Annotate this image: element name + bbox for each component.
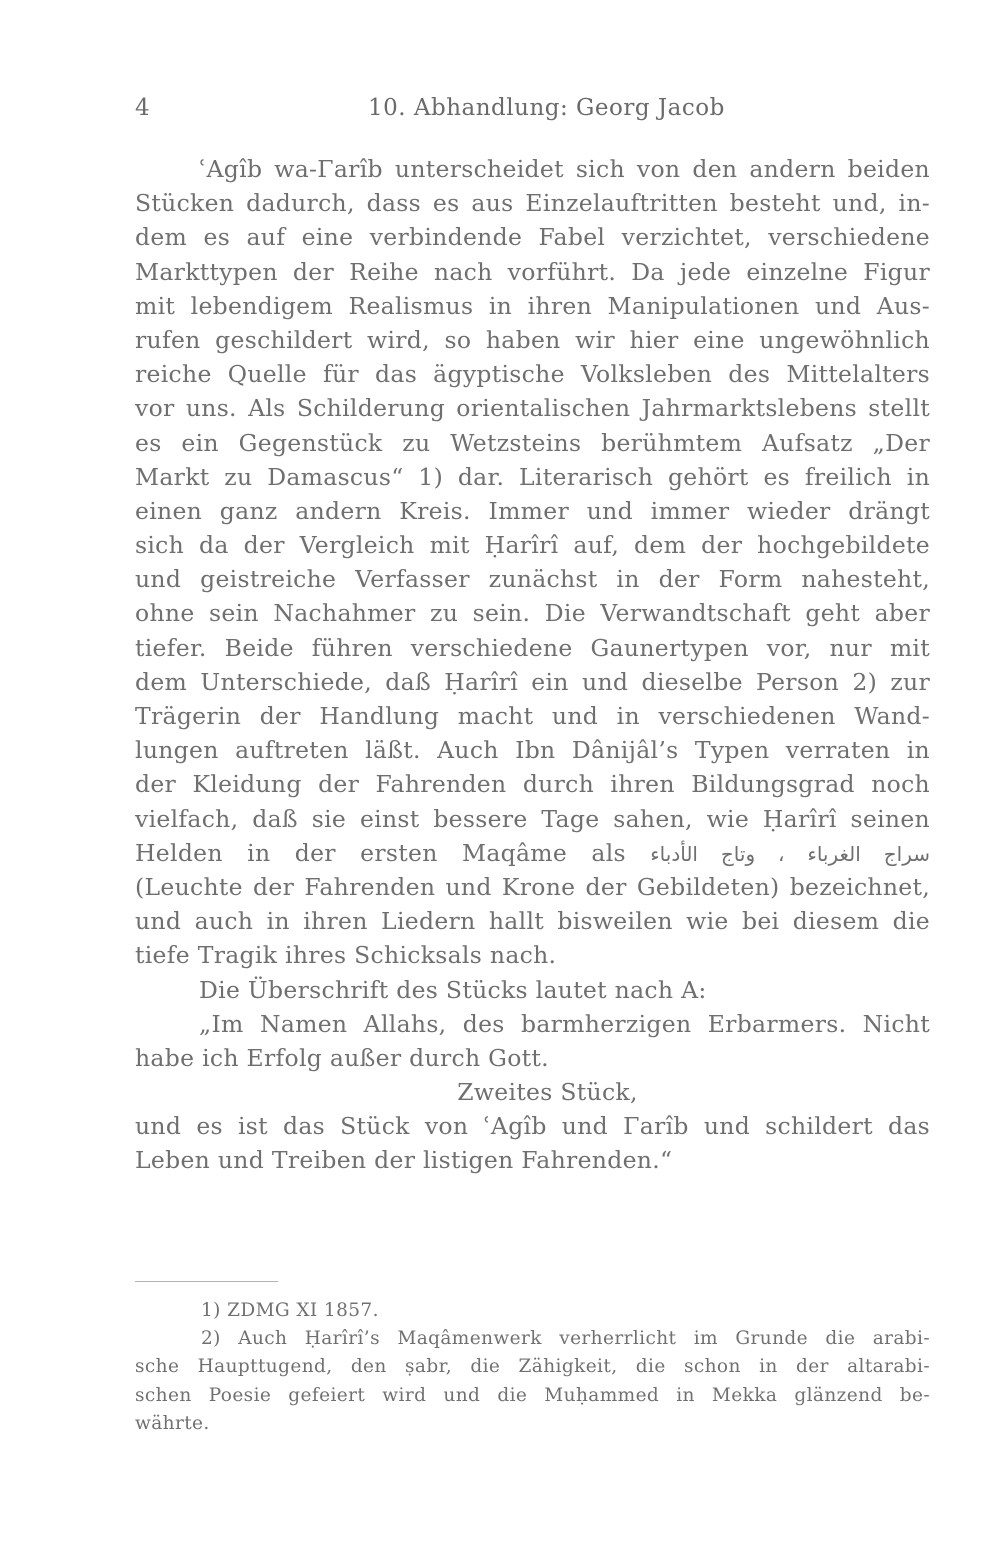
footnote-divider [135,1281,278,1282]
footnote-text: ZDMG XI 1857. [227,1300,379,1321]
body-line: tiefe Tragik ihres Schicksals nach. [135,941,557,970]
centered-line: Zweites Stück, [457,1078,638,1107]
body-line: reiche Quelle für das ägyptische Volksleben des Mittelalters [135,360,930,389]
body-line: lungen auftreten läßt. Auch Ibn Dânijâl’s Typen verraten in [135,736,930,765]
arabic-line-prefix: Helden in der ersten Maqâme als [135,838,626,867]
body-line: Stücken dadurch, dass es aus Einzelauftritten besteht und, in- [135,189,930,218]
body-line: Markt zu Damascus“ 1) dar. Literarisch gehört es freilich in [135,462,930,491]
arabic-phrase: سراج الغرباء ، وتاج الأدباء [650,841,930,866]
body-line: es ein Gegenstück zu Wetzsteins berühmtem Aufsatz „Der [135,428,930,457]
body-line: ohne sein Nachahmer zu sein. Die Verwandtschaft geht aber [135,599,930,628]
footnote-line: währte. [135,1412,210,1434]
running-head: 10. Abhandlung: Georg Jacob [368,95,725,121]
quote-line: habe ich Erfolg außer durch Gott. [135,1043,549,1072]
body-text [135,152,930,1178]
quote-line: „Im Namen Allahs, des barmherzigen Erbarmers. Nicht [199,1009,930,1038]
footnote-1 [135,1297,930,1325]
footnote-marker: 2) [201,1328,221,1350]
quote-line: Leben und Treiben der listigen Fahrenden.“ [135,1146,673,1175]
body-line: vielfach, daß sie einst bessere Tage sahen, wie Ḥarîrî seinen [135,804,930,833]
footnote-marker: 1) [201,1300,221,1321]
page-number: 4 [135,95,150,121]
footnote-2 [135,1325,930,1353]
body-line: dem es auf eine verbindende Fabel verzichtet, verschiedene [135,223,930,252]
body-line: (Leuchte der Fahrenden und Krone der Gebildeten) bezeichnet, [135,872,930,901]
body-line: tiefer. Beide führen verschiedene Gaunertypen vor, nur mit [135,633,930,662]
page-header [135,95,930,131]
footnote-line: schen Poesie gefeiert wird und die Muḥammed in Mekka glänzend be- [135,1384,930,1406]
arabic-quote-line [135,836,930,870]
footnote-line: sche Haupttugend, den ṣabr, die Zähigkeit, die schon in der altarabi- [135,1356,930,1378]
body-line: vor uns. Als Schilderung orientalischen Jahrmarktslebens stellt [135,394,930,423]
body-line: dem Unterschiede, daß Ḥarîrî ein und dieselbe Person 2) zur [135,667,930,696]
paragraph-heading-line: Die Überschrift des Stücks lautet nach A: [199,975,707,1004]
body-line: rufen geschildert wird, so haben wir hier eine ungewöhnlich [135,325,930,354]
body-line: und auch in ihren Liedern hallt bisweilen wie bei diesem die [135,907,930,936]
body-line: einen ganz andern Kreis. Immer und immer wieder drängt [135,496,930,525]
body-line: und geistreiche Verfasser zunächst in der Form nahesteht, [135,565,930,594]
body-line: Trägerin der Handlung macht und in verschiedenen Wand- [135,702,930,730]
body-line: Markttypen der Reihe nach vorführt. Da jede einzelne Figur [135,257,930,286]
body-line: sich da der Vergleich mit Ḥarîrî auf, dem der hochgebildete [135,531,930,560]
body-line: mit lebendigem Realismus in ihren Manipulationen und Aus- [135,291,930,320]
body-line: ʿAgîb wa-Γarîb unterscheidet sich von den andern beiden [199,155,930,183]
footnote-text: Auch Ḥarîrî’s Maqâmenwerk verherrlicht im Grunde die arabi- [238,1328,931,1350]
footnotes [135,1297,930,1438]
quote-line: und es ist das Stück von ʿAgîb und Γarîb und schildert das [135,1112,930,1141]
body-line: der Kleidung der Fahrenden durch ihren Bildungsgrad noch [135,770,930,799]
